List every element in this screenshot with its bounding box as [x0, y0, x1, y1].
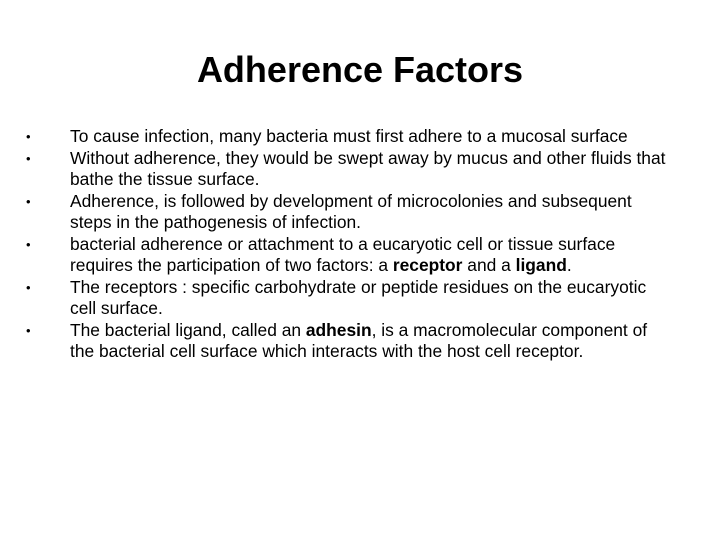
bullet-text-segment: The bacterial ligand, called an	[70, 319, 306, 340]
bullet-icon: •	[26, 129, 31, 144]
bullet-text: Adherence, is followed by development of microcolonies and subsequent steps in the pathogenesis of infection.	[70, 190, 632, 232]
bullet-icon: •	[26, 322, 31, 338]
list-item	[26, 126, 666, 148]
bullet-text-segment: .	[566, 255, 572, 275]
bold-term-ligand: ligand	[515, 255, 567, 275]
bullet-icon: •	[26, 236, 31, 252]
list-item	[26, 320, 666, 363]
bullet-text	[70, 234, 615, 276]
bullet-icon: •	[26, 150, 31, 166]
bullet-text: Without adherence, they would be swept away by mucus and other fluids that bathe the tissue surface.	[70, 147, 666, 189]
list-item	[26, 148, 666, 191]
bullet-text-segment: , is a macromolecular component of the bacterial cell surface which interacts with the host cell receptor.	[70, 319, 648, 361]
bullet-icon: •	[26, 193, 31, 209]
bullet-list	[26, 126, 666, 363]
list-item	[26, 191, 666, 234]
list-item	[26, 234, 666, 277]
bold-term-receptor: receptor	[392, 255, 463, 275]
bullet-text: The receptors : specific carbohydrate or peptide residues on the eucaryotic cell surface.	[70, 276, 647, 318]
list-item	[26, 277, 666, 320]
bullet-text-segment: and a	[462, 255, 516, 275]
bullet-icon: •	[26, 279, 31, 295]
bullet-text	[70, 320, 647, 362]
bullet-text: To cause infection, many bacteria must first adhere to a mucosal surface	[70, 126, 628, 146]
slide-title: Adherence Factors	[196, 49, 524, 90]
bold-term-adhesin: adhesin	[305, 319, 372, 340]
bullet-text-segment: bacterial adherence or attachment to a eucaryotic cell or tissue surface requires the participation of two factors: a	[70, 233, 616, 275]
